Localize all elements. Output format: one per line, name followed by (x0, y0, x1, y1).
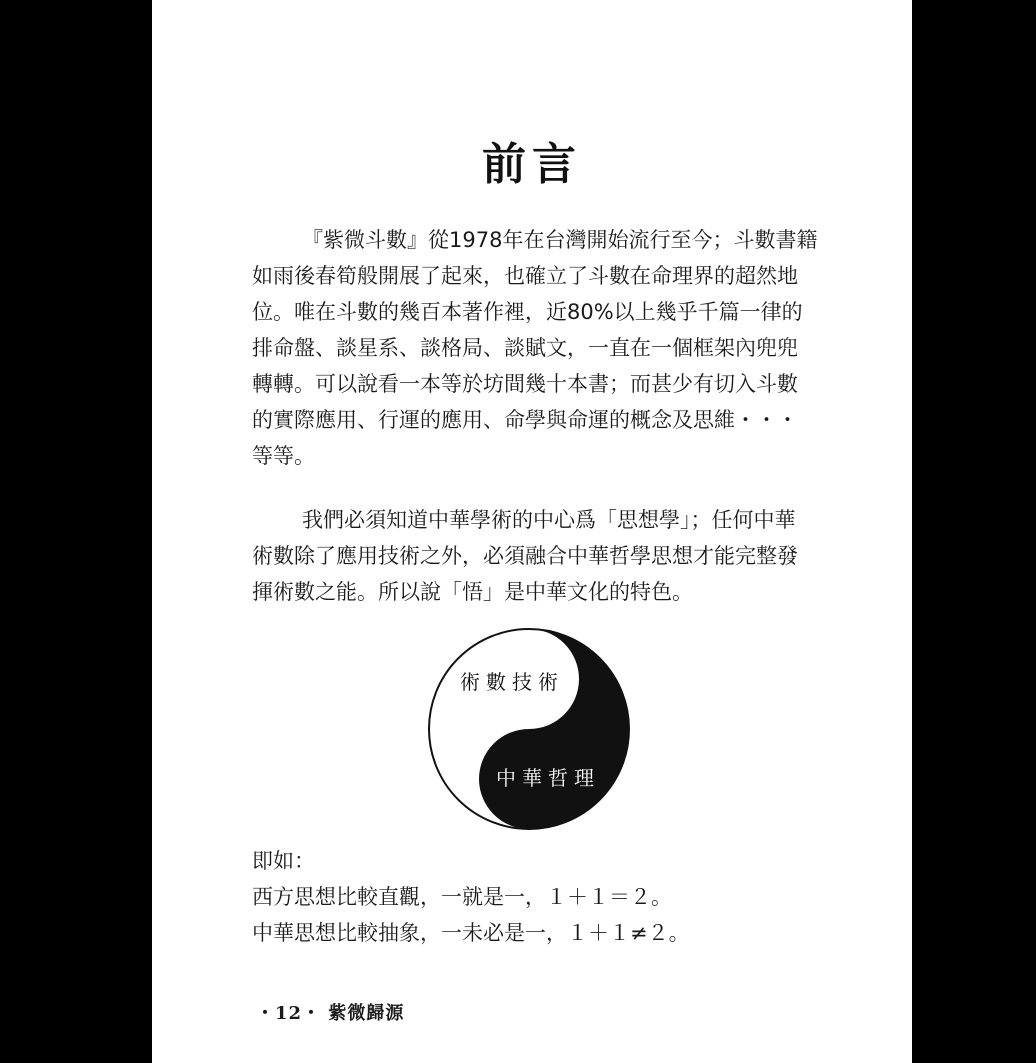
paragraph-2-line: 我們必須知道中華學術的中心爲「思想學」；任何中華 (302, 508, 796, 532)
paragraph-1-line: 『紫微斗數』從1978年在台灣開始流行至今；斗數書籍 (302, 228, 818, 252)
book-page (152, 0, 912, 1063)
example-china: 中華思想比較抽象，一未必是一，１＋１≠２。 (252, 921, 690, 945)
paragraph-1-line: 等等。 (252, 444, 315, 468)
examples-intro: 即如： (252, 849, 315, 873)
paragraph-2-line: 術數除了應用技術之外，必須融合中華哲學思想才能完整發 (252, 544, 798, 568)
page-footer (256, 999, 404, 1025)
paragraph-1-line: 如雨後春筍般開展了起來，也確立了斗數在命理界的超然地 (252, 264, 798, 288)
diagram-label-technique: 術數技術 (460, 670, 564, 694)
paragraph-2 (252, 502, 802, 610)
diagram-label-philosophy: 中華哲理 (496, 766, 600, 790)
paragraph-1 (252, 222, 818, 474)
example-west: 西方思想比較直觀，一就是一，１＋１＝２。 (252, 885, 672, 909)
yin-yang-icon (426, 626, 632, 832)
paragraph-1-line: 位。唯在斗數的幾百本著作裡，近80%以上幾乎千篇一律的 (252, 300, 803, 324)
examples-block (252, 843, 812, 951)
paragraph-1-line: 的實際應用、行運的應用、命學與命運的概念及思維・・・ (252, 408, 798, 432)
book-title: 紫微歸源 (328, 1003, 405, 1024)
paragraph-1-line: 排命盤、談星系、談格局、談賦文，一直在一個框架內兜兜 (252, 336, 798, 360)
page-title: 前言 (482, 139, 582, 190)
yin-yang-diagram (426, 626, 632, 832)
page-number: ・12・ (256, 1003, 322, 1024)
paragraph-2-line: 揮術數之能。所以說「悟」是中華文化的特色。 (252, 580, 693, 604)
paragraph-1-line: 轉轉。可以說看一本等於坊間幾十本書；而甚少有切入斗數 (252, 372, 798, 396)
